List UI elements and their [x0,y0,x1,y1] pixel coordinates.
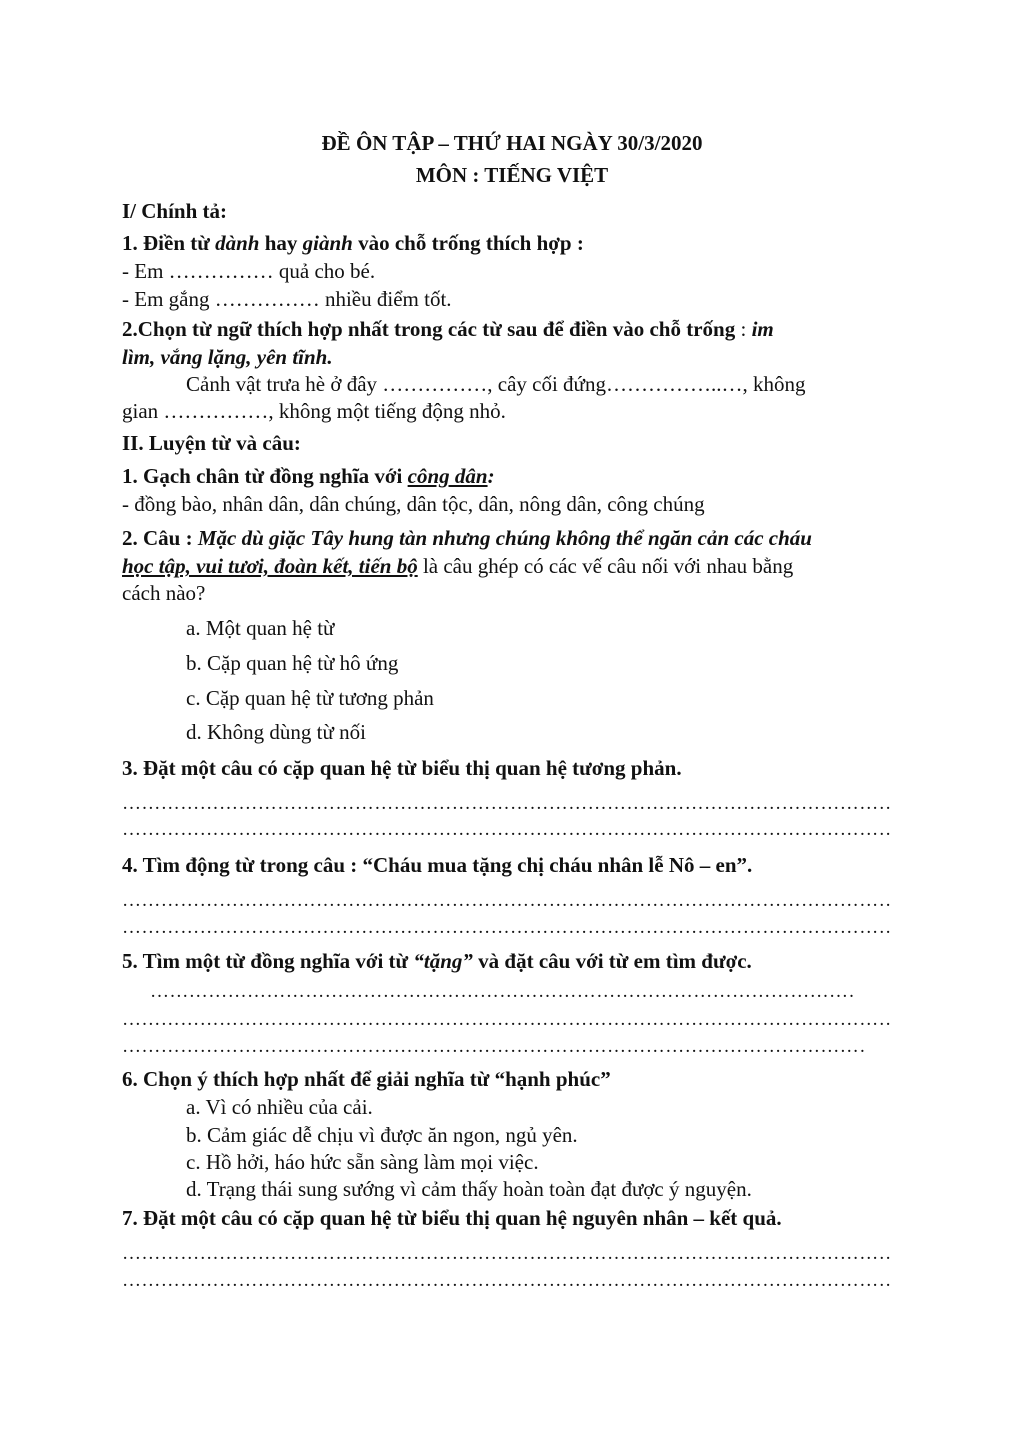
q2-text-line-1: Cảnh vật trưa hè ở đây ……………, cây cối đứng……………..…, không [186,372,806,396]
s2-q6-option-b: b. Cảm giác dễ chịu vì được ăn ngon, ngủ yên. [186,1123,578,1147]
q1-text-c: vào chỗ trống thích hợp : [352,231,584,255]
s2-q6-option-c: c. Hồ hởi, háo hức sẵn sàng làm mọi việc. [186,1150,539,1174]
q7-answer-line-2[interactable] [122,1276,892,1286]
section-1-heading: I/ Chính tả: [122,199,228,223]
s2-q2-option-a: a. Một quan hệ từ [186,616,335,640]
s2-q2-line-2 [122,553,793,579]
s2-q5-word: “tặng” [413,949,473,973]
q4-answer-line-1[interactable] [122,896,892,906]
s2-q3-prompt: 3. Đặt một câu có cặp quan hệ từ biểu thị quan hệ tương phản. [122,756,682,780]
s2-q2-line-3: cách nào? [122,581,206,605]
s2-q6-prompt: 6. Chọn ý thích hợp nhất để giải nghĩa từ “hạnh phúc” [122,1067,611,1091]
s2-q2-lead: 2. Câu : [122,526,198,550]
q3-answer-line-1[interactable] [122,799,892,809]
q1-word-danh: dành [215,231,260,255]
q1-word-gianh: giành [302,231,353,255]
q2-options-a: im [751,317,774,341]
s2-q4-prompt: 4. Tìm động từ trong câu : “Cháu mua tặng chị cháu nhân lễ Nô – en”. [122,853,753,877]
page-title: ĐỀ ÔN TẬP – THỨ HAI NGÀY 30/3/2020 [321,131,703,155]
s2-q5-prompt [122,948,752,974]
s2-q1-prompt [122,463,495,489]
s2-q6-option-a: a. Vì có nhiều của cải. [186,1095,373,1119]
q2-prompt-line-1 [122,316,774,342]
s2-q2-option-c: c. Cặp quan hệ từ tương phản [186,686,434,710]
s2-q1-colon: : [487,464,495,488]
q2-text-line-2: gian ……………, không một tiếng động nhỏ. [122,399,506,423]
s2-q6-option-d: d. Trạng thái sung sướng vì cảm thấy hoàn toàn đạt được ý nguyện. [186,1177,752,1201]
q1-text-a: 1. Điền từ [122,231,216,255]
q2-options-b: lìm, vắng lặng, yên tĩnh. [122,345,333,369]
s2-q1-lead: 1. Gạch chân từ đồng nghĩa với [122,464,408,488]
q1-line-2: - Em gắng …………… nhiều điểm tốt. [122,287,452,311]
s2-q2-line-1 [122,525,812,551]
q1-prompt [122,230,584,256]
s2-q2-tail: là câu ghép có các vế câu nối với nhau bằng [417,554,794,578]
q7-answer-line-1[interactable] [122,1249,892,1259]
section-2-heading: II. Luyện từ và câu: [122,431,301,455]
q4-answer-line-2[interactable] [122,923,892,933]
q1-text-b: hay [259,231,303,255]
q2-colon: : [735,317,752,341]
s2-q5-text-b: và đặt câu với từ em tìm được. [472,949,752,973]
q5-answer-line-2[interactable] [122,1015,892,1025]
s2-q2-quote-a: Mặc dù giặc Tây hung tàn nhưng chúng không thể ngăn cản các cháu [197,526,812,550]
q5-answer-line-3[interactable] [122,1042,867,1052]
s2-q7-prompt: 7. Đặt một câu có cặp quan hệ từ biểu thị quan hệ nguyên nhân – kết quả. [122,1206,782,1230]
s2-q2-quote-b: học tập, vui tươi, đoàn kết, tiến bộ [122,554,418,578]
q5-answer-line-1[interactable] [150,987,855,997]
s2-q2-option-b: b. Cặp quan hệ từ hô ứng [186,651,399,675]
s2-q1-word-list: - đồng bào, nhân dân, dân chúng, dân tộc, dân, nông dân, công chúng [122,492,705,516]
s2-q1-word: công dân [407,464,488,488]
s2-q2-option-d: d. Không dùng từ nối [186,720,366,744]
q2-lead: 2.Chọn từ ngữ thích hợp nhất trong các từ sau để điền vào chỗ trống [122,317,736,341]
s2-q5-text-a: 5. Tìm một từ đồng nghĩa với từ [122,949,414,973]
q1-line-1: - Em …………… quả cho bé. [122,259,376,283]
q3-answer-line-2[interactable] [122,825,892,835]
subject-title: MÔN : TIẾNG VIỆT [415,163,609,187]
